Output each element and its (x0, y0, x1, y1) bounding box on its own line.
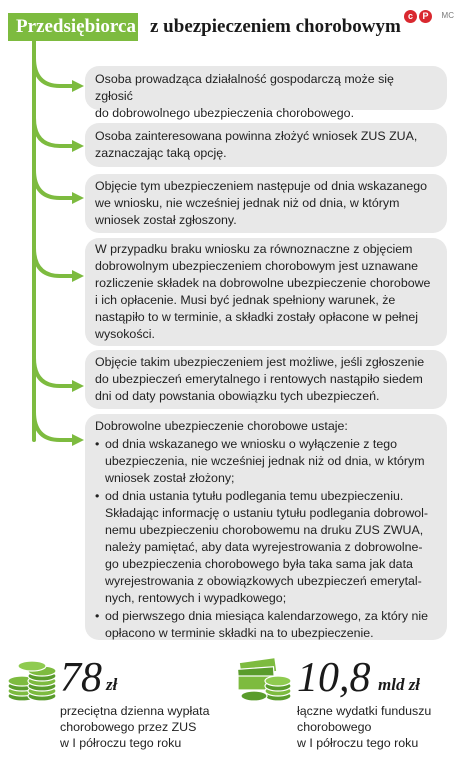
info-text: W przypadku braku wniosku za równoznaczne z objęciem dobrowolnym ubezpieczeniem chorobowym jest uznawane rozliczenie składek na dobrowolne ubezpieczenie chorobowe i ich opłacenie. Musi być jednak spełniony warunek, że nastąpiło to w terminie, a składki zostały opłacone w pełnej wysokości. (95, 242, 431, 341)
end-bullet-1: • od dnia wskazanego we wniosku o wyłączenie z tego ubezpieczenia, nie wcześniej jednak niż od dnia, w którym wniosek został złożony; (95, 436, 435, 487)
tree-branch-2 (34, 118, 74, 146)
arrow-head-1 (72, 80, 84, 92)
end-bullet-list (95, 436, 435, 642)
header-badge: Przedsiębiorca (8, 13, 138, 41)
info-box-3 (85, 174, 447, 233)
logo-letter-p: P (419, 10, 432, 23)
coin-stack-icon (6, 658, 58, 702)
arrow-head-3 (72, 192, 84, 204)
stat-1-value: 78 (60, 655, 102, 701)
arrow-head-5 (72, 380, 84, 392)
arrow-head-4 (72, 270, 84, 282)
tree-branch-6 (34, 412, 74, 440)
info-box-2 (85, 123, 447, 167)
info-box-4 (85, 238, 447, 346)
logo-letter-c: c (404, 10, 417, 23)
page-title: z ubezpieczeniem chorobowym (150, 16, 401, 37)
end-intro: Dobrowolne ubezpieczenie chorobowe ustaje: (95, 419, 348, 433)
end-of-insurance-box (85, 414, 447, 640)
info-box-5 (85, 350, 447, 409)
publisher-logo (404, 10, 432, 23)
arrow-head-2 (72, 140, 84, 152)
info-box-1 (85, 66, 447, 120)
stat-2-unit: mld zł (378, 675, 421, 694)
tree-branch-4 (34, 248, 74, 276)
author-initials: MC (441, 11, 454, 20)
cash-and-coins-icon (236, 656, 294, 702)
stat-2-description: łączne wydatki funduszu chorobowego w I półroczu tego roku (297, 704, 432, 750)
end-bullet-3: • od pierwszego dnia miesiąca kalendarzowego, za który nie opłacono w terminie składki na to ubezpieczenie. (95, 608, 435, 642)
info-text: Osoba prowadząca działalność gospodarczą może się zgłosić do dobrowolnego ubezpieczenia chorobowego. (95, 72, 394, 120)
info-text: Objęcie tym ubezpieczeniem następuje od dnia wskazanego we wniosku, nie wcześniej jednak niż od dnia, w którym wniosek został zgłoszony. (95, 179, 427, 227)
tree-branch-1 (34, 58, 74, 86)
stat-1-description: przeciętna dzienna wypłata chorobowego przez ZUS w I półroczu tego roku (60, 704, 210, 750)
info-text: Objęcie takim ubezpieczeniem jest możliwe, jeśli zgłoszenie do ubezpieczeń emerytalnego i rentowych nastąpiło siedem dni od daty powstania obowiązku tych ubezpieczeń. (95, 355, 425, 403)
end-bullet-2: • od dnia ustania tytułu podlegania temu ubezpieczeniu. Składając informację o ustaniu tytułu podlegania dobrowol- nemu ubezpieczeniu chorobowemu na druku ZUS ZWUA, należy pamiętać, aby data wyrejestrowania z dobrowolne- go ubezpieczenia chorobowego była taka sama jak data wyrejestrowania z obowiązkowych ubezpieczeń emerytal- nych, rentowych i wypadkowego; (95, 488, 435, 607)
stat-2-value: 10,8 (297, 655, 371, 701)
stat-1-unit: zł (106, 675, 118, 694)
info-text: Osoba zainteresowana powinna złożyć wniosek ZUS ZUA, zaznaczając taką opcję. (95, 129, 418, 160)
tree-branch-5 (34, 358, 74, 386)
arrow-head-6 (72, 434, 84, 446)
tree-branch-3 (34, 170, 74, 198)
